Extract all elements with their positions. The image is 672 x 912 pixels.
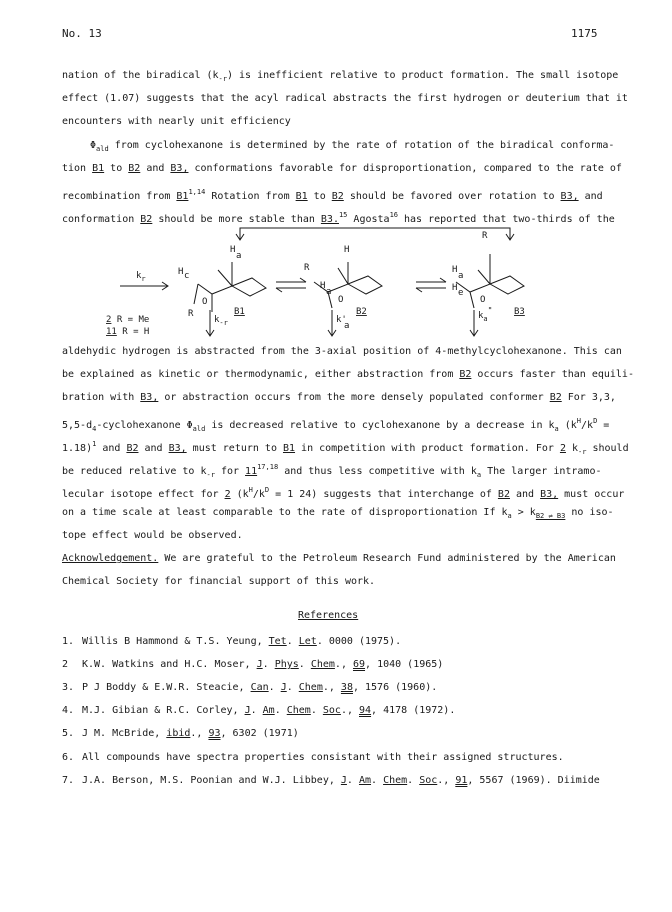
reference-number: 6. [62,752,75,763]
compound-label: 11 R = H [106,327,150,337]
scheme-label-b2: B2 [356,307,367,317]
reference-text: , 4178 (1972). [371,705,456,716]
reference-number: 3. [62,682,75,693]
atom-label: H [452,283,458,293]
acknowledgement-title: Acknowledgement. [62,553,159,564]
reference-text: Soc [322,705,341,716]
reference-item [62,659,443,670]
body-line: encounters with nearly unit efficiency [62,116,291,127]
reference-text: 91 [455,775,468,786]
body-line: recombination from B1$^{1,14}$ Rotation from B1 to B2 should be favored over rotation to B3, and [62,188,603,202]
reference-text: J [280,682,287,693]
reference-text: . [310,705,323,716]
body-line: bration with B3, or abstraction occurs from the more densely populated conformer B2 For 3,3, [62,392,616,403]
svg-text:a: a [458,271,464,281]
reference-text: ., [340,705,359,716]
reference-text: , 1040 (1965) [365,659,444,670]
atom-label: O [480,295,486,305]
body-line: conformation B2 should be more stable than B3.15 Agosta$^{16}$ has reported that two-thirds of the [62,211,615,225]
scheme-label-b3: B3 [514,307,525,317]
reference-text: ., [322,682,341,693]
body-line: effect (1.07) suggests that the acyl radical abstracts the first hydrogen or deuterium that it [62,93,628,104]
reference-text: Soc [419,775,438,786]
reference-text: Can [250,682,269,693]
atom-label: H [320,281,326,291]
body-line: be reduced relative to $k_{-r}$ for 11$^{17,18}$ and thus less competitive with $k_a$ The larger intramo- [62,463,602,479]
reference-text: Willis B Hammond & T.S. Yeung, [82,636,269,647]
reference-text: , 1576 (1960). [352,682,438,693]
atom-label: R [304,263,310,273]
reference-text: . [298,659,311,670]
atom-label: R [188,309,194,319]
reference-text: . [268,682,281,693]
svg-text:c: c [184,271,190,281]
svg-text:a: a [344,321,350,331]
rate-constant-label: $k_a$" [478,306,493,323]
reference-text: . 0000 (1975). [316,636,402,647]
reference-text: J [340,775,347,786]
reference-number: 1. [62,636,75,647]
reference-text: Phys [274,659,299,670]
reference-text: Chem [286,705,311,716]
reference-text: . [274,705,287,716]
reference-number: 7. [62,775,75,786]
atom-label: H [344,245,350,255]
reference-text: . [250,705,263,716]
body-line: $5,5-d_4$-cyclohexanone $\Phi_{ald}$ is decreased relative to cyclohexanone by a decrease in $k_a$ ($k^H/k^D$ = [62,417,610,433]
bracket-line [240,228,510,240]
compound-label: 2 R = Me [106,315,150,325]
reference-text: 93 [208,728,221,739]
reference-text: ., [437,775,456,786]
journal-issue: No. 13 [62,27,102,40]
reference-text: 38 [340,682,353,693]
reference-text: J M. McBride, [82,728,167,739]
reference-text: K.W. Watkins and H.C. Moser, [82,659,257,670]
svg-text:a: a [236,251,242,261]
svg-text:e: e [458,288,464,298]
reference-text: P J Boddy & E.W.R. Steacie, [82,682,251,693]
svg-text:a: a [326,287,332,297]
body-line: be explained as kinetic or thermodynamic, either abstraction from B2 occurs faster than equili- [62,369,634,380]
reference-text: . [371,775,384,786]
rate-constant-label: $k_{-r}$ [214,315,228,327]
page-number: 1175 [571,27,598,40]
reference-number: 2 [62,659,69,670]
reference-item [62,775,600,786]
reference-text: Am [358,775,372,786]
reference-text: Tet [268,636,287,647]
atom-label: O [202,297,208,307]
reference-text: , 6302 (1971) [220,728,299,739]
rate-constant-label: $k_r$ [136,271,146,283]
atom-label: O [338,295,344,305]
reference-text: Let [298,636,317,647]
reference-text: , 5567 (1969). Diimide [467,775,600,786]
reference-text: ., [190,728,209,739]
atom-label: H [230,245,236,255]
reference-text: . [286,636,299,647]
reference-text: . [407,775,420,786]
rate-constant-label: k' [336,315,347,325]
body-line: on a time scale at least comparable to the rate of disproportionation If $k_a > k_{B2 \rightleftharpoons B3}$ no iso- [62,507,614,520]
body-line: tion B1 to B2 and B3, conformations favorable for disproportionation, compared to the rate of [62,163,622,174]
reference-item [62,682,437,693]
body-line: tope effect would be observed. [62,530,243,541]
reference-text: Chem [298,682,323,693]
reference-text: J.A. Berson, M.S. Poonian and W.J. Libbey, [82,775,341,786]
reference-text: . [262,659,275,670]
reference-text: M.J. Gibian & R.C. Corley, [82,705,245,716]
reference-item [62,728,299,739]
reference-number: 5. [62,728,75,739]
reference-text: J [244,705,251,716]
body-line: $\Phi_{ald}$ from cyclohexanone is determined by the rate of rotation of the biradical conforma- [90,140,615,153]
atom-label: H [452,265,458,275]
reference-number: 4. [62,705,75,716]
body-line: aldehydic hydrogen is abstracted from the 3-axial position of 4-methylcyclohexanone. This can [62,346,622,357]
reference-item [62,752,564,763]
reference-text: 69 [352,659,366,670]
reference-text: Chem [383,775,408,786]
atom-label: R [482,231,488,241]
reference-text: 94 [359,705,372,716]
body-line: lecular isotope effect for 2 ($k^H/k^D = 1$ 24) suggests that interchange of B2 and B3, must occur [62,486,625,500]
reference-text: ibid [166,728,191,739]
body-line: 1.18)$^1$ and B2 and B3, must return to B1 in competition with product formation. For 2 $k_{-r}$ should [62,440,629,456]
reference-text: Am [262,705,275,716]
body-line: nation of the biradical $(k_{-r})$ is inefficient relative to product formation. The small isotope [62,70,619,83]
body-line: Chemical Society for financial support of this work. [62,576,376,587]
reference-item [62,636,401,647]
reference-text: . [286,682,299,693]
reference-text: . [346,775,359,786]
reaction-scheme [100,222,610,342]
reference-text: J [256,659,263,670]
scheme-label-b1: B1 [234,307,245,317]
atom-label: H [178,267,184,277]
reference-text: Chem [310,659,335,670]
acknowledgement: Acknowledgement. We are grateful to the Petroleum Research Fund administered by the American [62,553,616,564]
reference-text: ., [334,659,353,670]
reference-text: All compounds have spectra properties consistant with their assigned structures. [82,752,564,763]
reference-item [62,705,455,716]
references-heading: References [298,610,359,621]
